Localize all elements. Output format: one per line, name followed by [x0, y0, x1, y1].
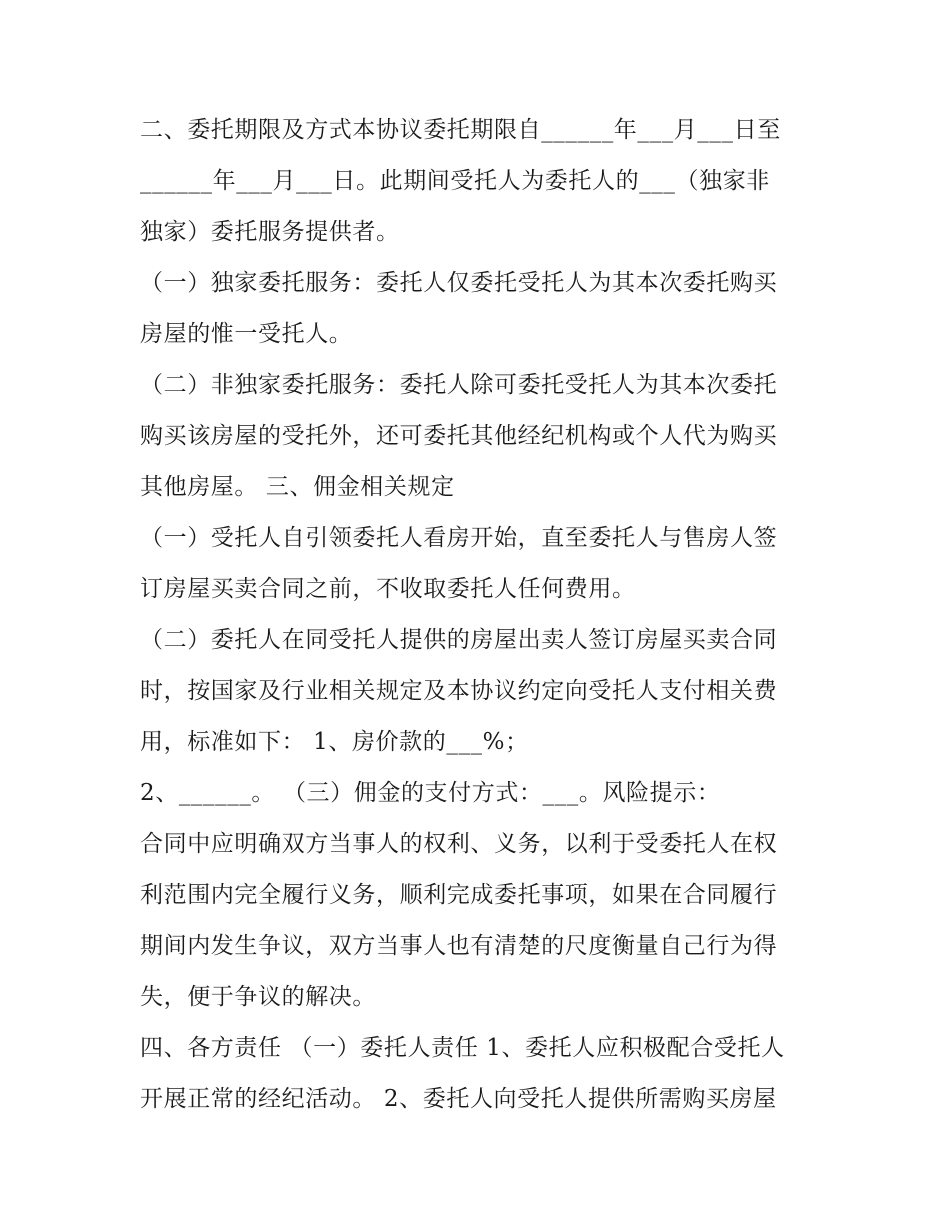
- text-line: 房屋的惟一受托人。: [140, 321, 353, 347]
- text-line: 独家）委托服务提供者。: [140, 219, 400, 245]
- text-line: （一）独家委托服务：委托人仅委托受托人为其本次委托购买: [140, 270, 778, 296]
- text-line: 用，标准如下： 1、房价款的___%；: [140, 729, 529, 755]
- text-line: 合同中应明确双方当事人的权利、义务，以利于受委托人在权: [140, 831, 778, 857]
- text-line: 四、各方责任 （一）委托人责任 1、委托人应积极配合受托人: [140, 1035, 785, 1061]
- text-line: 购买该房屋的受托外，还可委托其他经纪机构或个人代为购买: [140, 423, 778, 449]
- text-line: （二）非独家委托服务：委托人除可委托受托人为其本次委托: [140, 372, 778, 398]
- text-line: ______年___月___日。此期间受托人为委托人的___（独家非: [140, 168, 770, 194]
- text-line: （一）受托人自引领委托人看房开始，直至委托人与售房人签: [140, 525, 778, 551]
- text-line: 订房屋买卖合同之前，不收取委托人任何费用。: [140, 576, 636, 602]
- text-line: 时，按国家及行业相关规定及本协议约定向受托人支付相关费: [140, 678, 778, 704]
- text-line: 期间内发生争议，双方当事人也有清楚的尺度衡量自己行为得: [140, 933, 778, 959]
- text-line: 其他房屋。 三、佣金相关规定: [140, 474, 455, 500]
- text-line: 2、______。 （三）佣金的支付方式：___。风险提示：: [140, 780, 721, 806]
- text-line: 开展正常的经纪活动。 2、委托人向受托人提供所需购买房屋: [140, 1086, 777, 1112]
- text-line: （二）委托人在同受托人提供的房屋出卖人签订房屋买卖合同: [140, 627, 778, 653]
- text-line: 失，便于争议的解决。: [140, 984, 376, 1010]
- document-body: [140, 107, 820, 1127]
- text-line: 利范围内完全履行义务，顺利完成委托事项，如果在合同履行: [140, 882, 778, 908]
- text-line: 二、委托期限及方式本协议委托期限自______年___月___日至: [140, 117, 781, 143]
